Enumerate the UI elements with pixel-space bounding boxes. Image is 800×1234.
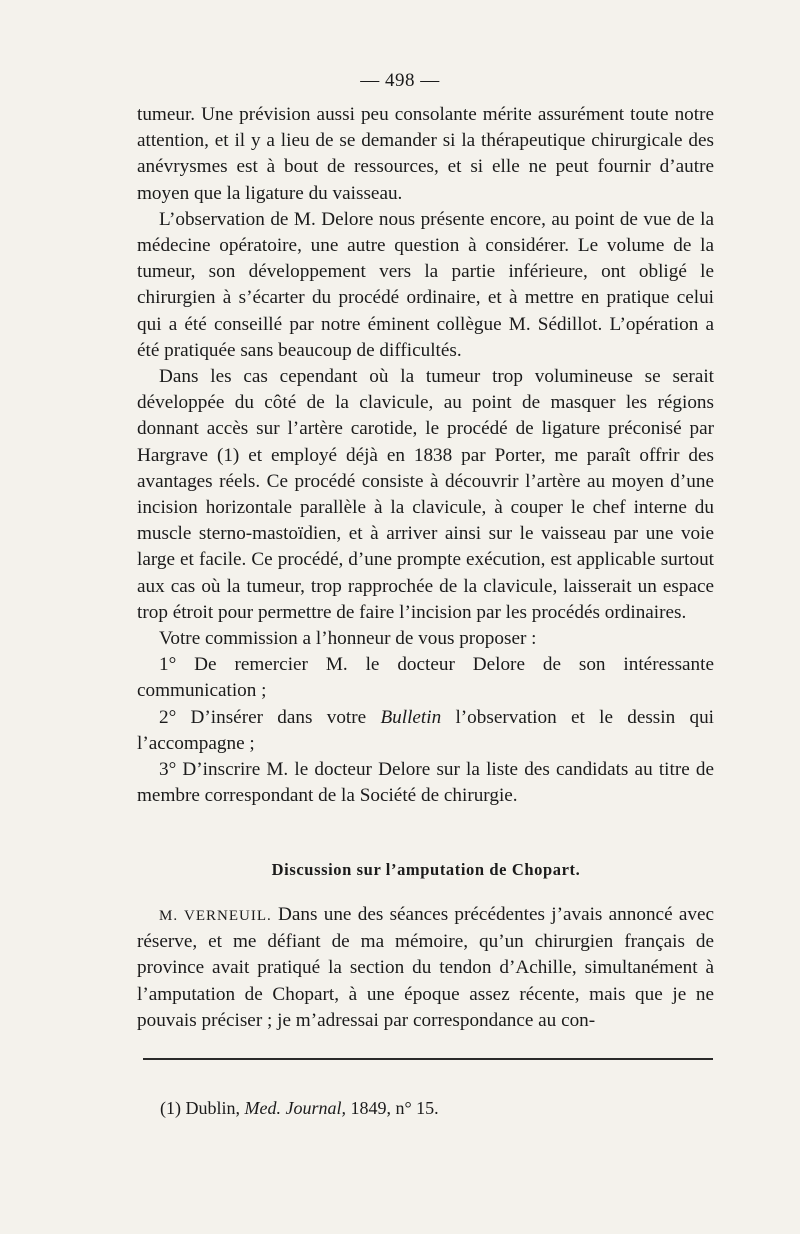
proposal-item-2-suffix: l’observation et le dessin qui l’accompagne ;	[137, 706, 714, 754]
proposal-item-2-prefix: 2° D’insérer dans votre	[159, 706, 381, 728]
proposal-item-3: 3° D’inscrire M. le docteur Delore sur la liste des candidats au titre de membre correspondant de la Société de chirurgie.	[137, 759, 714, 807]
proposal-item-2	[137, 705, 714, 757]
verneuil-text: Dans une des séances précédentes j’avais annoncé avec réserve, et me défiant de ma mémoire, qu’un chirurgien français de province avait pratiqué la section du tendon d’Achille, simultanément à l’amputation de Chopart, à une époque assez récente, mais que je ne pouvais préciser ; je m’adressai par correspondance au con-	[137, 904, 714, 1031]
verneuil-paragraph	[137, 902, 714, 1034]
paragraph-3: Dans les cas cependant où la tumeur trop volumineuse se serait développée du côté de la clavicule, au point de masquer les régions donnant accès sur l’artère carotide, le procédé de ligature préconisé par Hargrave (1) et employé déjà en 1838 par Porter, me paraît offrir des avantages réels. Ce procédé consiste à découvrir l’artère au moyen d’une incision horizontale parallèle à la clavicule, à couper le chef interne du muscle sterno-mastoïdien, et à arriver ainsi sur le vaisseau par une voie large et facile. Ce procédé, d’une prompte exécution, est applicable surtout aux cas où la tumeur, trop rapprochée de la clavicule, laisserait un espace trop étroit pour permettre de faire l’incision par les procédés ordinaires.	[137, 366, 714, 623]
speaker-name: M. VERNEUIL.	[159, 908, 272, 924]
paragraph-1: tumeur. Une prévision aussi peu consolante mérite assurément toute notre attention, et il y a lieu de se demander si la thérapeutique chirurgicale des anévrysmes est à bout de ressources, et si elle ne peut fournir d’autre moyen que la ligature du vaisseau.	[137, 104, 714, 204]
footnote-journal: Med. Journal,	[244, 1098, 346, 1118]
paragraph-4: Votre commission a l’honneur de vous proposer :	[159, 628, 537, 650]
footnote-details: 1849, n° 15.	[345, 1098, 439, 1118]
body-text	[137, 102, 714, 809]
footnote-divider	[143, 1058, 713, 1060]
footnote-number: (1) Dublin,	[160, 1098, 245, 1118]
proposal-item-1: 1° De remercier M. le docteur Delore de son intéressante communication ;	[137, 654, 714, 702]
paragraph-2: L’observation de M. Delore nous présente encore, au point de vue de la médecine opératoire, une autre question à considérer. Le volume de la tumeur, son développement vers la partie inférieure, ont obligé le chirurgien à s’écarter du procédé ordinaire, et à mettre en pratique celui qui a été conseillé par notre éminent collègue M. Sédillot. L’opération a été pratiquée sans beaucoup de difficultés.	[137, 208, 714, 361]
section-title: Discussion sur l’amputation de Chopart.	[271, 860, 581, 879]
bulletin-italic: Bulletin	[380, 706, 442, 728]
section-body	[137, 902, 714, 1034]
footnote	[160, 1096, 720, 1120]
page-number: — 498 —	[360, 70, 440, 91]
